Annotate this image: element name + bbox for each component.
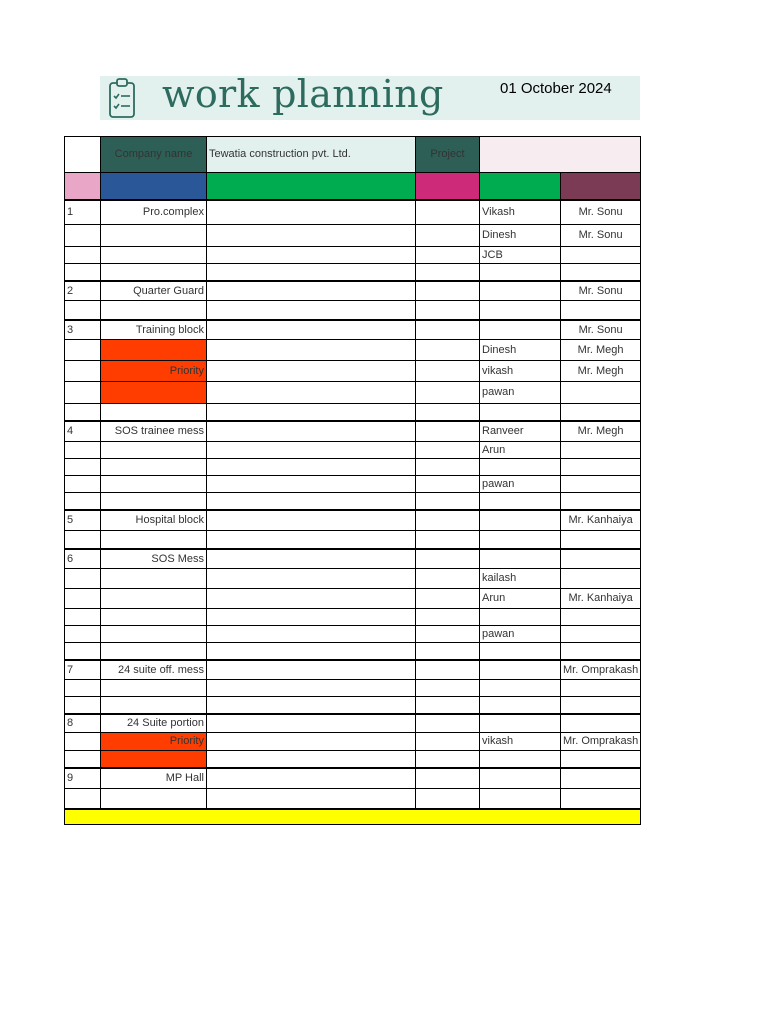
table-row — [65, 340, 641, 361]
supervisor-cell[interactable] — [561, 569, 641, 589]
task-name-cell[interactable]: Priority — [101, 361, 207, 382]
task-name-cell[interactable] — [101, 680, 207, 697]
project-cell[interactable] — [416, 421, 480, 442]
project-cell[interactable] — [416, 549, 480, 569]
row-number-cell[interactable] — [65, 382, 101, 404]
project-cell[interactable] — [416, 589, 480, 609]
row-number-cell[interactable]: 8 — [65, 714, 101, 733]
row-number-cell[interactable]: 9 — [65, 768, 101, 789]
table-row — [65, 404, 641, 422]
project-cell[interactable] — [416, 768, 480, 789]
worker-cell[interactable] — [480, 660, 561, 680]
task-name-cell[interactable] — [101, 569, 207, 589]
worker-cell[interactable]: vikash — [480, 361, 561, 382]
task-name-cell[interactable]: Training block — [101, 320, 207, 340]
supervisor-cell[interactable]: Mr. Sonu — [561, 225, 641, 247]
worker-cell[interactable] — [480, 680, 561, 697]
table-row — [65, 476, 641, 493]
supervisor-cell[interactable]: Mr. Kanhaiya — [561, 510, 641, 531]
worker-cell[interactable]: Dinesh — [480, 225, 561, 247]
project-cell[interactable] — [416, 680, 480, 697]
header-row — [65, 137, 641, 173]
supervisor-cell[interactable]: Mr. Sonu — [561, 320, 641, 340]
notes-cell[interactable] — [207, 421, 416, 442]
worker-cell[interactable] — [480, 768, 561, 789]
notes-cell[interactable] — [207, 301, 416, 321]
notes-cell[interactable] — [207, 751, 416, 769]
supervisor-cell[interactable] — [561, 404, 641, 422]
table-row — [65, 510, 641, 531]
project-cell[interactable] — [416, 442, 480, 459]
table-row — [65, 459, 641, 476]
notes-cell[interactable] — [207, 714, 416, 733]
project-cell[interactable] — [416, 200, 480, 225]
notes-cell[interactable] — [207, 510, 416, 531]
project-cell[interactable] — [416, 697, 480, 715]
task-name-cell[interactable]: Hospital block — [101, 510, 207, 531]
table-row — [65, 768, 641, 789]
project-cell[interactable] — [416, 660, 480, 680]
notes-cell[interactable] — [207, 320, 416, 340]
work-plan-table — [64, 136, 641, 825]
color-band-cell — [101, 173, 207, 201]
title-bar — [100, 72, 640, 120]
project-cell[interactable] — [416, 382, 480, 404]
supervisor-cell[interactable] — [561, 442, 641, 459]
color-band-cell — [416, 173, 480, 201]
notes-cell[interactable] — [207, 789, 416, 810]
table-row — [65, 247, 641, 264]
color-band-cell — [207, 173, 416, 201]
supervisor-cell[interactable] — [561, 714, 641, 733]
row-number-cell[interactable] — [65, 626, 101, 643]
project-cell[interactable] — [416, 404, 480, 422]
footer-band — [65, 809, 641, 825]
project-cell[interactable] — [416, 340, 480, 361]
task-name-cell[interactable] — [101, 789, 207, 810]
task-name-cell[interactable] — [101, 531, 207, 550]
notes-cell[interactable] — [207, 493, 416, 511]
project-cell[interactable] — [416, 569, 480, 589]
supervisor-cell[interactable]: Mr. Sonu — [561, 281, 641, 301]
company-label: Company name — [101, 137, 207, 173]
row-number-cell[interactable] — [65, 789, 101, 810]
supervisor-cell[interactable]: Mr. Megh — [561, 421, 641, 442]
notes-cell[interactable] — [207, 768, 416, 789]
supervisor-cell[interactable] — [561, 768, 641, 789]
task-name-cell[interactable] — [101, 404, 207, 422]
notes-cell[interactable] — [207, 531, 416, 550]
notes-cell[interactable] — [207, 281, 416, 301]
supervisor-cell[interactable]: Mr. Sonu — [561, 200, 641, 225]
table-row — [65, 382, 641, 404]
row-number-cell[interactable] — [65, 247, 101, 264]
supervisor-cell[interactable] — [561, 680, 641, 697]
notes-cell[interactable] — [207, 225, 416, 247]
row-number-cell[interactable] — [65, 442, 101, 459]
table-row — [65, 660, 641, 680]
color-band-cell — [480, 173, 561, 201]
supervisor-cell[interactable] — [561, 247, 641, 264]
task-name-cell[interactable]: Pro.complex — [101, 200, 207, 225]
table-row — [65, 643, 641, 661]
row-number-cell[interactable] — [65, 697, 101, 715]
task-name-cell[interactable] — [101, 609, 207, 626]
row-number-cell[interactable]: 1 — [65, 200, 101, 225]
task-name-cell[interactable] — [101, 476, 207, 493]
table-row — [65, 200, 641, 225]
row-number-cell[interactable] — [65, 264, 101, 282]
project-value[interactable] — [480, 137, 641, 173]
row-number-cell[interactable] — [65, 361, 101, 382]
table-row — [65, 609, 641, 626]
supervisor-cell[interactable] — [561, 751, 641, 769]
table-row — [65, 281, 641, 301]
worker-cell[interactable]: Vikash — [480, 200, 561, 225]
supervisor-cell[interactable]: Mr. Omprakash — [561, 733, 641, 751]
task-name-cell[interactable]: 24 Suite portion — [101, 714, 207, 733]
table-row — [65, 680, 641, 697]
notes-cell[interactable] — [207, 569, 416, 589]
company-value[interactable]: Tewatia construction pvt. Ltd. — [207, 137, 416, 173]
worker-cell[interactable]: pawan — [480, 382, 561, 404]
worker-cell[interactable]: pawan — [480, 626, 561, 643]
table-row — [65, 264, 641, 282]
worker-cell[interactable] — [480, 714, 561, 733]
project-cell[interactable] — [416, 714, 480, 733]
worker-cell[interactable]: kailash — [480, 569, 561, 589]
project-cell[interactable] — [416, 247, 480, 264]
worker-cell[interactable]: JCB — [480, 247, 561, 264]
project-cell[interactable] — [416, 320, 480, 340]
worker-cell[interactable] — [480, 320, 561, 340]
row-number-cell[interactable] — [65, 751, 101, 769]
worker-cell[interactable] — [480, 404, 561, 422]
project-cell[interactable] — [416, 225, 480, 247]
row-number-cell[interactable]: 6 — [65, 549, 101, 569]
worker-cell[interactable] — [480, 751, 561, 769]
project-cell[interactable] — [416, 626, 480, 643]
row-number-cell[interactable] — [65, 301, 101, 321]
worker-cell[interactable]: Ranveer — [480, 421, 561, 442]
row-number-cell[interactable] — [65, 680, 101, 697]
notes-cell[interactable] — [207, 361, 416, 382]
task-name-cell[interactable] — [101, 340, 207, 361]
worker-cell[interactable]: Arun — [480, 589, 561, 609]
worker-cell[interactable]: vikash — [480, 733, 561, 751]
worker-cell[interactable]: Dinesh — [480, 340, 561, 361]
supervisor-cell[interactable] — [561, 531, 641, 550]
worker-cell[interactable] — [480, 264, 561, 282]
row-number-cell[interactable] — [65, 340, 101, 361]
supervisor-cell[interactable] — [561, 493, 641, 511]
project-cell[interactable] — [416, 476, 480, 493]
task-name-cell[interactable]: Quarter Guard — [101, 281, 207, 301]
table-row — [65, 569, 641, 589]
row-number-cell[interactable] — [65, 404, 101, 422]
row-number-cell[interactable] — [65, 531, 101, 550]
row-number-cell[interactable] — [65, 476, 101, 493]
footer-band-row — [65, 809, 641, 825]
project-cell[interactable] — [416, 361, 480, 382]
row-number-cell[interactable]: 5 — [65, 510, 101, 531]
supervisor-cell[interactable]: Mr. Megh — [561, 340, 641, 361]
notes-cell[interactable] — [207, 660, 416, 680]
notes-cell[interactable] — [207, 733, 416, 751]
project-label: Project — [416, 137, 480, 173]
notes-cell[interactable] — [207, 476, 416, 493]
task-name-cell[interactable] — [101, 697, 207, 715]
row-number-cell[interactable] — [65, 609, 101, 626]
task-name-cell[interactable] — [101, 301, 207, 321]
project-cell[interactable] — [416, 281, 480, 301]
table-row — [65, 442, 641, 459]
row-number-cell[interactable] — [65, 569, 101, 589]
supervisor-cell[interactable]: Mr. Megh — [561, 361, 641, 382]
notes-cell[interactable] — [207, 200, 416, 225]
worker-cell[interactable] — [480, 459, 561, 476]
project-cell[interactable] — [416, 459, 480, 476]
table-row — [65, 714, 641, 733]
table-row — [65, 733, 641, 751]
worker-cell[interactable] — [480, 549, 561, 569]
project-cell[interactable] — [416, 531, 480, 550]
row-number-cell[interactable]: 2 — [65, 281, 101, 301]
supervisor-cell[interactable] — [561, 643, 641, 661]
task-name-cell[interactable]: SOS trainee mess — [101, 421, 207, 442]
supervisor-cell[interactable] — [561, 789, 641, 810]
worker-cell[interactable]: pawan — [480, 476, 561, 493]
supervisor-cell[interactable] — [561, 382, 641, 404]
row-number-cell[interactable]: 3 — [65, 320, 101, 340]
notes-cell[interactable] — [207, 589, 416, 609]
table-row — [65, 626, 641, 643]
supervisor-cell[interactable] — [561, 459, 641, 476]
supervisor-cell[interactable] — [561, 697, 641, 715]
task-name-cell[interactable]: 24 suite off. mess — [101, 660, 207, 680]
supervisor-cell[interactable] — [561, 264, 641, 282]
notes-cell[interactable] — [207, 247, 416, 264]
task-name-cell[interactable] — [101, 247, 207, 264]
notes-cell[interactable] — [207, 697, 416, 715]
row-number-cell[interactable] — [65, 225, 101, 247]
row-number-cell[interactable] — [65, 643, 101, 661]
supervisor-cell[interactable] — [561, 626, 641, 643]
table-row — [65, 751, 641, 769]
table-row — [65, 225, 641, 247]
row-number-cell[interactable] — [65, 459, 101, 476]
worker-cell[interactable] — [480, 643, 561, 661]
table-row — [65, 493, 641, 511]
supervisor-cell[interactable] — [561, 476, 641, 493]
row-number-cell[interactable] — [65, 493, 101, 511]
supervisor-cell[interactable]: Mr. Kanhaiya — [561, 589, 641, 609]
table-row — [65, 789, 641, 810]
project-cell[interactable] — [416, 264, 480, 282]
notes-cell[interactable] — [207, 643, 416, 661]
worker-cell[interactable] — [480, 301, 561, 321]
table-row — [65, 301, 641, 321]
page-title: work planning — [162, 72, 444, 116]
table-row — [65, 361, 641, 382]
project-cell[interactable] — [416, 609, 480, 626]
task-name-cell[interactable] — [101, 751, 207, 769]
notes-cell[interactable] — [207, 264, 416, 282]
supervisor-cell[interactable] — [561, 609, 641, 626]
plan-date: 01 October 2024 — [500, 80, 612, 97]
supervisor-cell[interactable] — [561, 549, 641, 569]
task-name-cell[interactable] — [101, 493, 207, 511]
project-cell[interactable] — [416, 751, 480, 769]
worker-cell[interactable] — [480, 609, 561, 626]
worker-cell[interactable] — [480, 493, 561, 511]
notes-cell[interactable] — [207, 459, 416, 476]
task-name-cell[interactable]: MP Hall — [101, 768, 207, 789]
task-name-cell[interactable] — [101, 225, 207, 247]
supervisor-cell[interactable]: Mr. Omprakash — [561, 660, 641, 680]
task-name-cell[interactable] — [101, 264, 207, 282]
table-row — [65, 549, 641, 569]
table-row — [65, 589, 641, 609]
notes-cell[interactable] — [207, 609, 416, 626]
notes-cell[interactable] — [207, 626, 416, 643]
table-row — [65, 320, 641, 340]
notes-cell[interactable] — [207, 382, 416, 404]
task-name-cell[interactable] — [101, 382, 207, 404]
project-cell[interactable] — [416, 733, 480, 751]
supervisor-cell[interactable] — [561, 301, 641, 321]
color-band-cell — [65, 173, 101, 201]
worker-cell[interactable] — [480, 531, 561, 550]
project-cell[interactable] — [416, 493, 480, 511]
worker-cell[interactable] — [480, 697, 561, 715]
task-name-cell[interactable]: SOS Mess — [101, 549, 207, 569]
task-name-cell[interactable] — [101, 626, 207, 643]
worker-cell[interactable] — [480, 789, 561, 810]
table-row — [65, 421, 641, 442]
notes-cell[interactable] — [207, 404, 416, 422]
task-name-cell[interactable] — [101, 459, 207, 476]
worker-cell[interactable] — [480, 281, 561, 301]
clipboard-checklist-icon — [108, 77, 136, 119]
row-number-cell[interactable] — [65, 589, 101, 609]
project-cell[interactable] — [416, 510, 480, 531]
notes-cell[interactable] — [207, 680, 416, 697]
table-row — [65, 697, 641, 715]
notes-cell[interactable] — [207, 442, 416, 459]
task-name-cell[interactable]: Priority — [101, 733, 207, 751]
row-number-cell[interactable]: 4 — [65, 421, 101, 442]
row-number-cell[interactable] — [65, 733, 101, 751]
project-cell[interactable] — [416, 301, 480, 321]
notes-cell[interactable] — [207, 340, 416, 361]
task-name-cell[interactable] — [101, 589, 207, 609]
notes-cell[interactable] — [207, 549, 416, 569]
color-band-row — [65, 173, 641, 201]
project-cell[interactable] — [416, 643, 480, 661]
table-row — [65, 531, 641, 550]
worker-cell[interactable]: Arun — [480, 442, 561, 459]
header-blank-cell — [65, 137, 101, 173]
color-band-cell — [561, 173, 641, 201]
worker-cell[interactable] — [480, 510, 561, 531]
row-number-cell[interactable]: 7 — [65, 660, 101, 680]
task-name-cell[interactable] — [101, 442, 207, 459]
project-cell[interactable] — [416, 789, 480, 810]
task-name-cell[interactable] — [101, 643, 207, 661]
